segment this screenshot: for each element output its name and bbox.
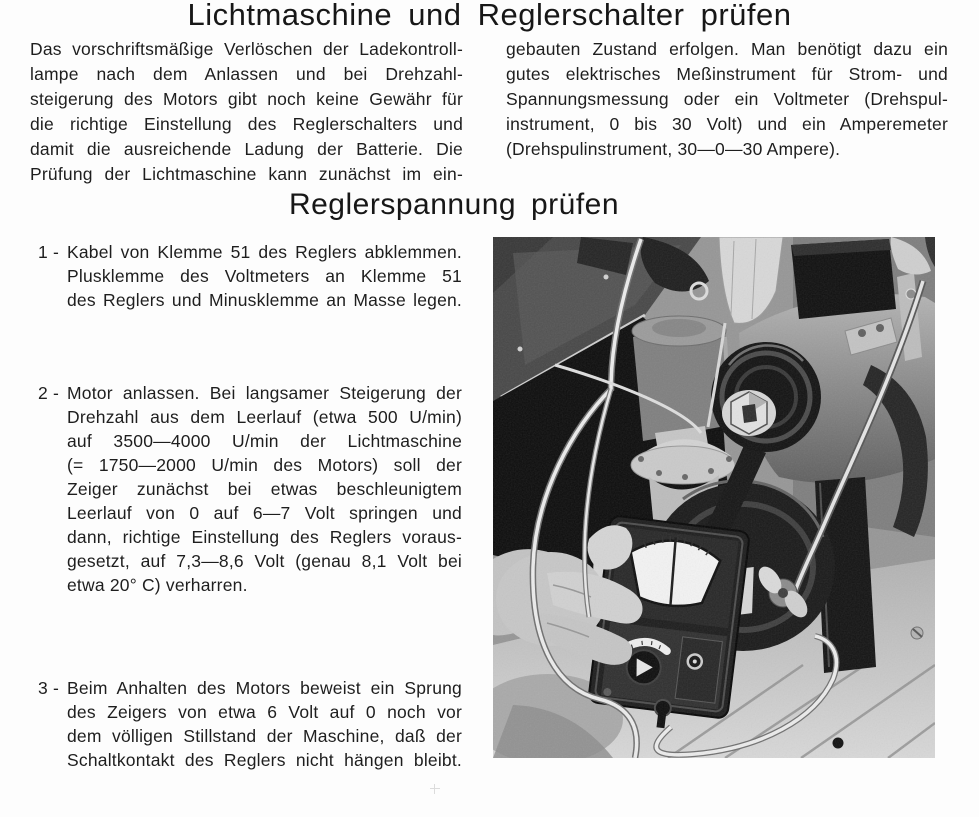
text-line: gesetzt, auf 7,3—8,6 Volt (genau 8,1 Volt bei — [67, 551, 462, 571]
text-line: Prüfung der Lichtmaschine kann zunächst im ein- — [30, 164, 463, 184]
text-line: Leerlauf von 0 auf 6—7 Volt springen und — [67, 503, 462, 523]
engine-voltmeter-photo — [493, 237, 935, 758]
step-1-number: 1 - — [38, 242, 60, 262]
figure-engine-voltmeter-photo — [493, 237, 935, 758]
text-line: des Reglers und Minusklemme an Masse legen. — [67, 290, 462, 310]
text-line: auf 3500—4000 U/min der Lichtmaschine — [67, 431, 462, 451]
text-line: steigerung des Motors gibt noch keine Gewähr für — [30, 89, 463, 109]
step-2 — [38, 381, 462, 597]
text-line: Das vorschriftsmäßige Verlöschen der Ladekontroll- — [30, 39, 463, 59]
text-line: Plusklemme des Voltmeters an Klemme 51 — [67, 266, 462, 286]
text-line: gebauten Zustand erfolgen. Man benötigt dazu ein — [506, 39, 948, 59]
text-line: dem völligen Stillstand der Maschine, daß der — [67, 726, 462, 746]
text-line: instrument, 0 bis 30 Volt) und ein Amperemeter — [506, 114, 948, 134]
text-line: Zeiger zunächst bei etwas beschleunigtem — [67, 479, 462, 499]
step-3 — [38, 676, 462, 772]
step-1 — [38, 240, 462, 312]
text-line: Kabel von Klemme 51 des Reglers abklemmen. — [67, 242, 462, 262]
page-title: Lichtmaschine und Reglerschalter prüfen — [187, 0, 792, 32]
text-line: des Zeigers von etwa 6 Volt auf 0 noch vor — [67, 702, 462, 722]
text-line: Drehzahl aus dem Leerlauf (etwa 500 U/min) — [67, 407, 462, 427]
text-line: Spannungsmessung oder ein Voltmeter (Drehspul- — [506, 89, 948, 109]
step-1-text — [67, 240, 462, 312]
text-line: etwa 20° C) verharren. — [67, 575, 248, 595]
print-registration-mark — [430, 784, 440, 794]
text-line: (Drehspulinstrument, 30—0—30 Ampere). — [506, 139, 841, 159]
text-line: Beim Anhalten des Motors beweist ein Sprung — [67, 678, 462, 698]
section-title: Reglerspannung prüfen — [288, 188, 620, 221]
text-line: gutes elektrisches Meßinstrument für Strom- und — [506, 64, 948, 84]
text-line: die richtige Einstellung des Reglerschalters und — [30, 114, 463, 134]
step-3-text — [67, 676, 462, 772]
intro-left-column — [30, 37, 463, 187]
step-2-text — [67, 381, 462, 597]
text-line: Motor anlassen. Bei langsamer Steigerung der — [67, 383, 462, 403]
text-line: Schaltkontakt des Reglers nicht hängen bleibt. — [67, 750, 462, 770]
intro-right-column — [506, 37, 948, 162]
step-3-number: 3 - — [38, 678, 60, 698]
text-line: damit die ausreichende Ladung der Batterie. Die — [30, 139, 463, 159]
text-line: dann, richtige Einstellung des Reglers voraus- — [67, 527, 462, 547]
step-2-number: 2 - — [38, 383, 60, 403]
text-line: (= 1750—2000 U/min des Motors) soll der — [67, 455, 462, 475]
text-line: lampe nach dem Anlassen und bei Drehzahl- — [30, 64, 463, 84]
